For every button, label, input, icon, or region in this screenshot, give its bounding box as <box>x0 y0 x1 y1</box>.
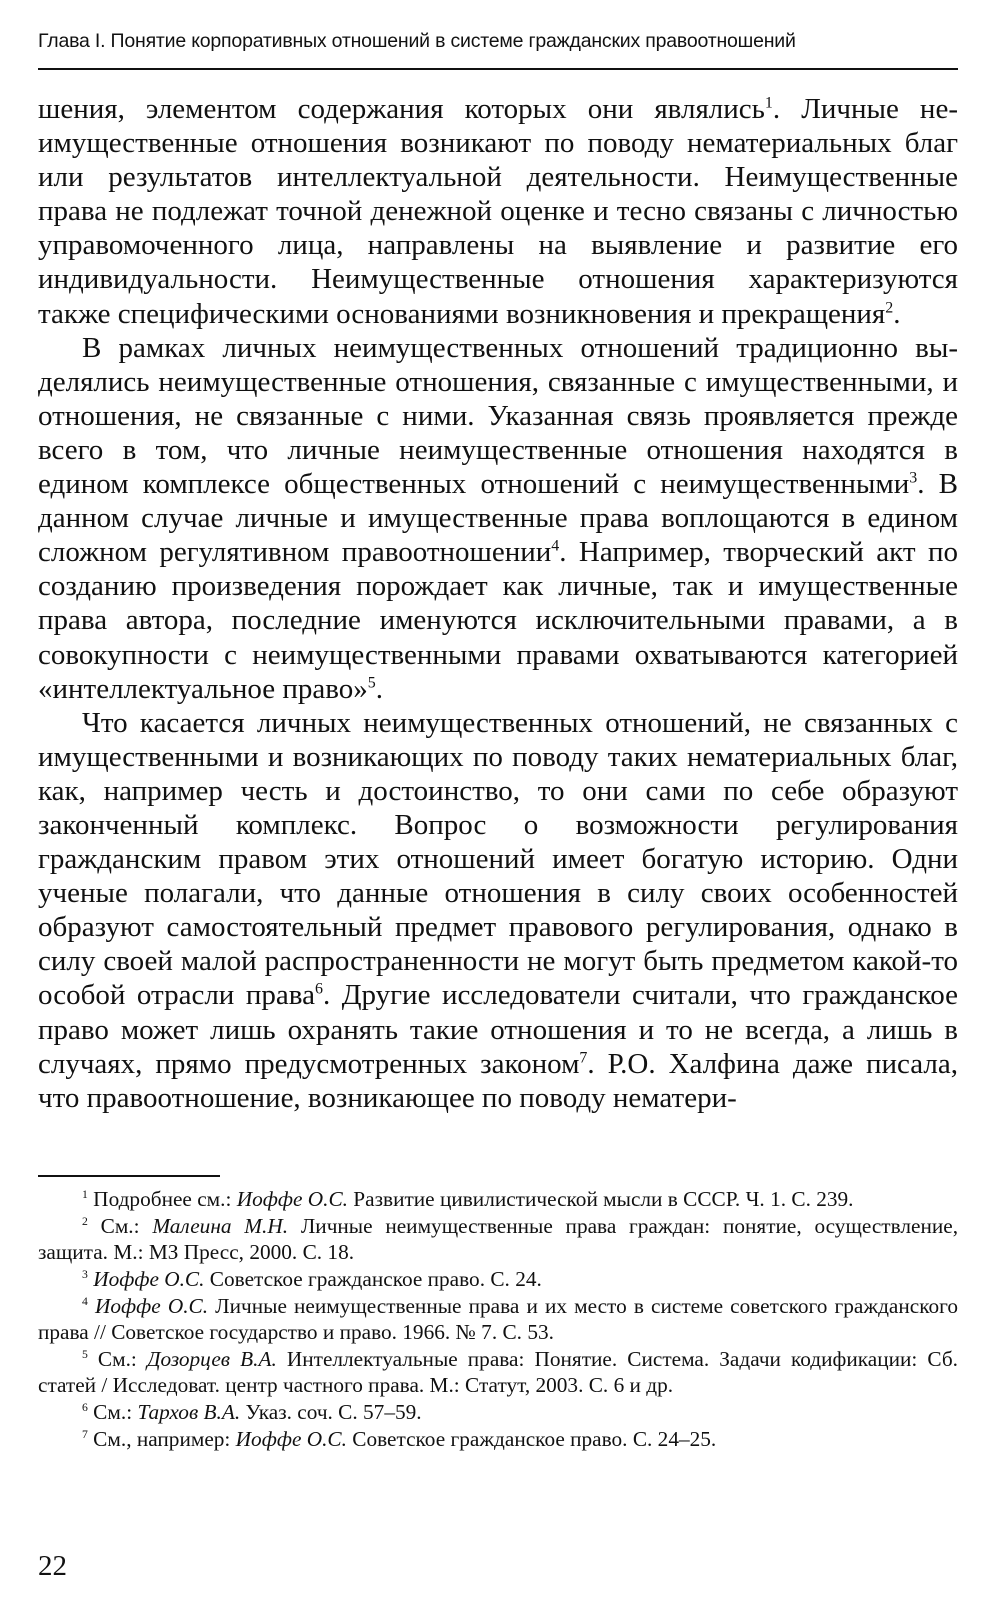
text-run: Что касается личных неимущественных отношений, не связанных с имущественными и возникающих по поводу таких нематериальных благ, как, например честь и достоинство, то они сами по себе образуют законченный комплекс. Вопрос о возможности регулирования гражданским правом этих отношений имеет богатую историю. Одни ученые полагали, что данные отношения в силу своих особенностей образуют самостоятельный предмет правового регулирования, однако в силу своей малой распространенности не могут быть предметом какой-то особой отрасли права <box>38 706 958 1012</box>
text-run: . Другие исследователи считали, что гражданское право может лишь охранять такие отношения и то не всегда, а лишь в случаях, прямо предусмотренных законом <box>38 979 958 1080</box>
text-run: . Р.О. Халфина даже писала, что правоотношение, возникающее по поводу нематери- <box>38 1047 959 1114</box>
footnote-author: Иоффе О.С. <box>93 1267 205 1291</box>
footnote-ref-2[interactable]: 2 <box>885 298 894 316</box>
footnote-author: Тархов В.А. <box>137 1400 241 1424</box>
text-run: . Например, творческий акт по созданию произведения порождает как личные, так и имущественные права автора, последние именуются исключительными правами, а в совокупности с неимущественными правами охватываются категорией «интеллектуальное право» <box>38 536 958 705</box>
footnote-text: Развитие цивилистической мысли в СССР. Ч. 1. С. 239. <box>347 1187 854 1211</box>
running-head: Глава I. Понятие корпоративных отношений в системе гражданских правоотношений <box>38 30 796 52</box>
footnote-author: Иоффе О.С. <box>94 1294 209 1318</box>
footnote-text: См.: <box>87 1214 153 1238</box>
footnote-4 <box>38 1293 958 1345</box>
footnote-text: См.: <box>87 1400 138 1424</box>
footnote-number: 6 <box>82 1400 88 1414</box>
footnote-3 <box>38 1266 958 1292</box>
footnote-ref-3[interactable]: 3 <box>909 469 918 487</box>
text-run: шения, элементом содержания которых они являлись <box>38 93 765 125</box>
footnote-author: Дозорцев В.А. <box>146 1347 277 1371</box>
footnote-text: Указ. соч. С. 57–59. <box>240 1400 422 1424</box>
book-page <box>38 0 958 1600</box>
footnote-ref-6[interactable]: 6 <box>314 980 323 998</box>
footnote-text: Интеллектуальные права: Понятие. Система. Задачи кодификации: Сб. статей / Исследоват. центр частного права. М.: Статут, 2003. С. 6 и др. <box>38 1347 959 1397</box>
footnote-1 <box>38 1186 958 1212</box>
paragraph-2 <box>38 331 958 706</box>
footnote-6 <box>38 1399 958 1425</box>
footnote-7 <box>38 1426 958 1452</box>
footnote-number: 3 <box>82 1267 88 1281</box>
footnote-ref-5[interactable]: 5 <box>367 673 376 691</box>
footnote-5 <box>38 1346 958 1398</box>
footnote-text: Советское гражданское право. С. 24. <box>204 1267 542 1291</box>
page-number: 22 <box>38 1550 67 1582</box>
footnotes <box>38 1186 958 1453</box>
footnote-author: Иоффе О.С. <box>235 1427 347 1451</box>
paragraph-1 <box>38 92 958 331</box>
footnote-ref-1[interactable]: 1 <box>764 94 773 112</box>
footnote-number: 2 <box>82 1214 88 1228</box>
footnote-2 <box>38 1213 958 1265</box>
footnote-separator <box>38 1175 220 1177</box>
footnote-ref-4[interactable]: 4 <box>551 537 560 555</box>
footnote-number: 1 <box>82 1187 88 1201</box>
footnote-text <box>88 1294 95 1318</box>
footnote-ref-7[interactable]: 7 <box>579 1048 588 1066</box>
footnote-text: Подробнее см.: <box>87 1187 237 1211</box>
footnote-text: Личные неимущественные права граждан: понятие, осуществление, защита. М.: МЗ Пресс, 2000. С. 18. <box>38 1214 959 1264</box>
footnote-text: Личные неимущественные права и их место в системе советского гражданского права // Советское государство и право. 1966. № 7. С. 53. <box>38 1294 958 1344</box>
main-text <box>38 92 958 1115</box>
footnote-number: 4 <box>82 1294 88 1308</box>
footnote-text: Советское гражданское право. С. 24–25. <box>346 1427 717 1451</box>
text-run: . Личные неимущественные отношения возникают по поводу нематериальных благ или результатов интеллектуальной деятельности. Неимущественные права не подлежат точной денежной оценке и тесно связаны с личностью управомоченного лица, направлены на выявление и развитие его индивидуальности. Неимущественные отношения характеризуются также специфическими основаниями возникновения и прекращения <box>38 93 958 330</box>
footnote-text: См.: <box>87 1347 147 1371</box>
header-rule <box>38 68 958 70</box>
footnote-author: Иоффе О.С. <box>236 1187 348 1211</box>
text-run: В рамках личных неимущественных отношений традиционно выделялись неимущественные отношения, связанные с имущественными, и отношения, не связанные с ними. Указанная связь проявляется прежде всего в том, что личные неимущественные отношения находятся в едином комплексе общественных отношений с неимущественными <box>38 331 958 501</box>
text-run: . В данном случае личные и имущественные права воплощаются в едином сложном регулятивном правоотношении <box>38 468 958 569</box>
footnote-number: 7 <box>82 1427 88 1441</box>
paragraph-3 <box>38 706 958 1115</box>
text-run: . <box>375 672 383 705</box>
footnote-number: 5 <box>82 1347 88 1361</box>
footnote-author: Малеина М.Н. <box>152 1214 289 1238</box>
footnote-text: См., например: <box>87 1427 236 1451</box>
text-run: . <box>893 297 901 330</box>
